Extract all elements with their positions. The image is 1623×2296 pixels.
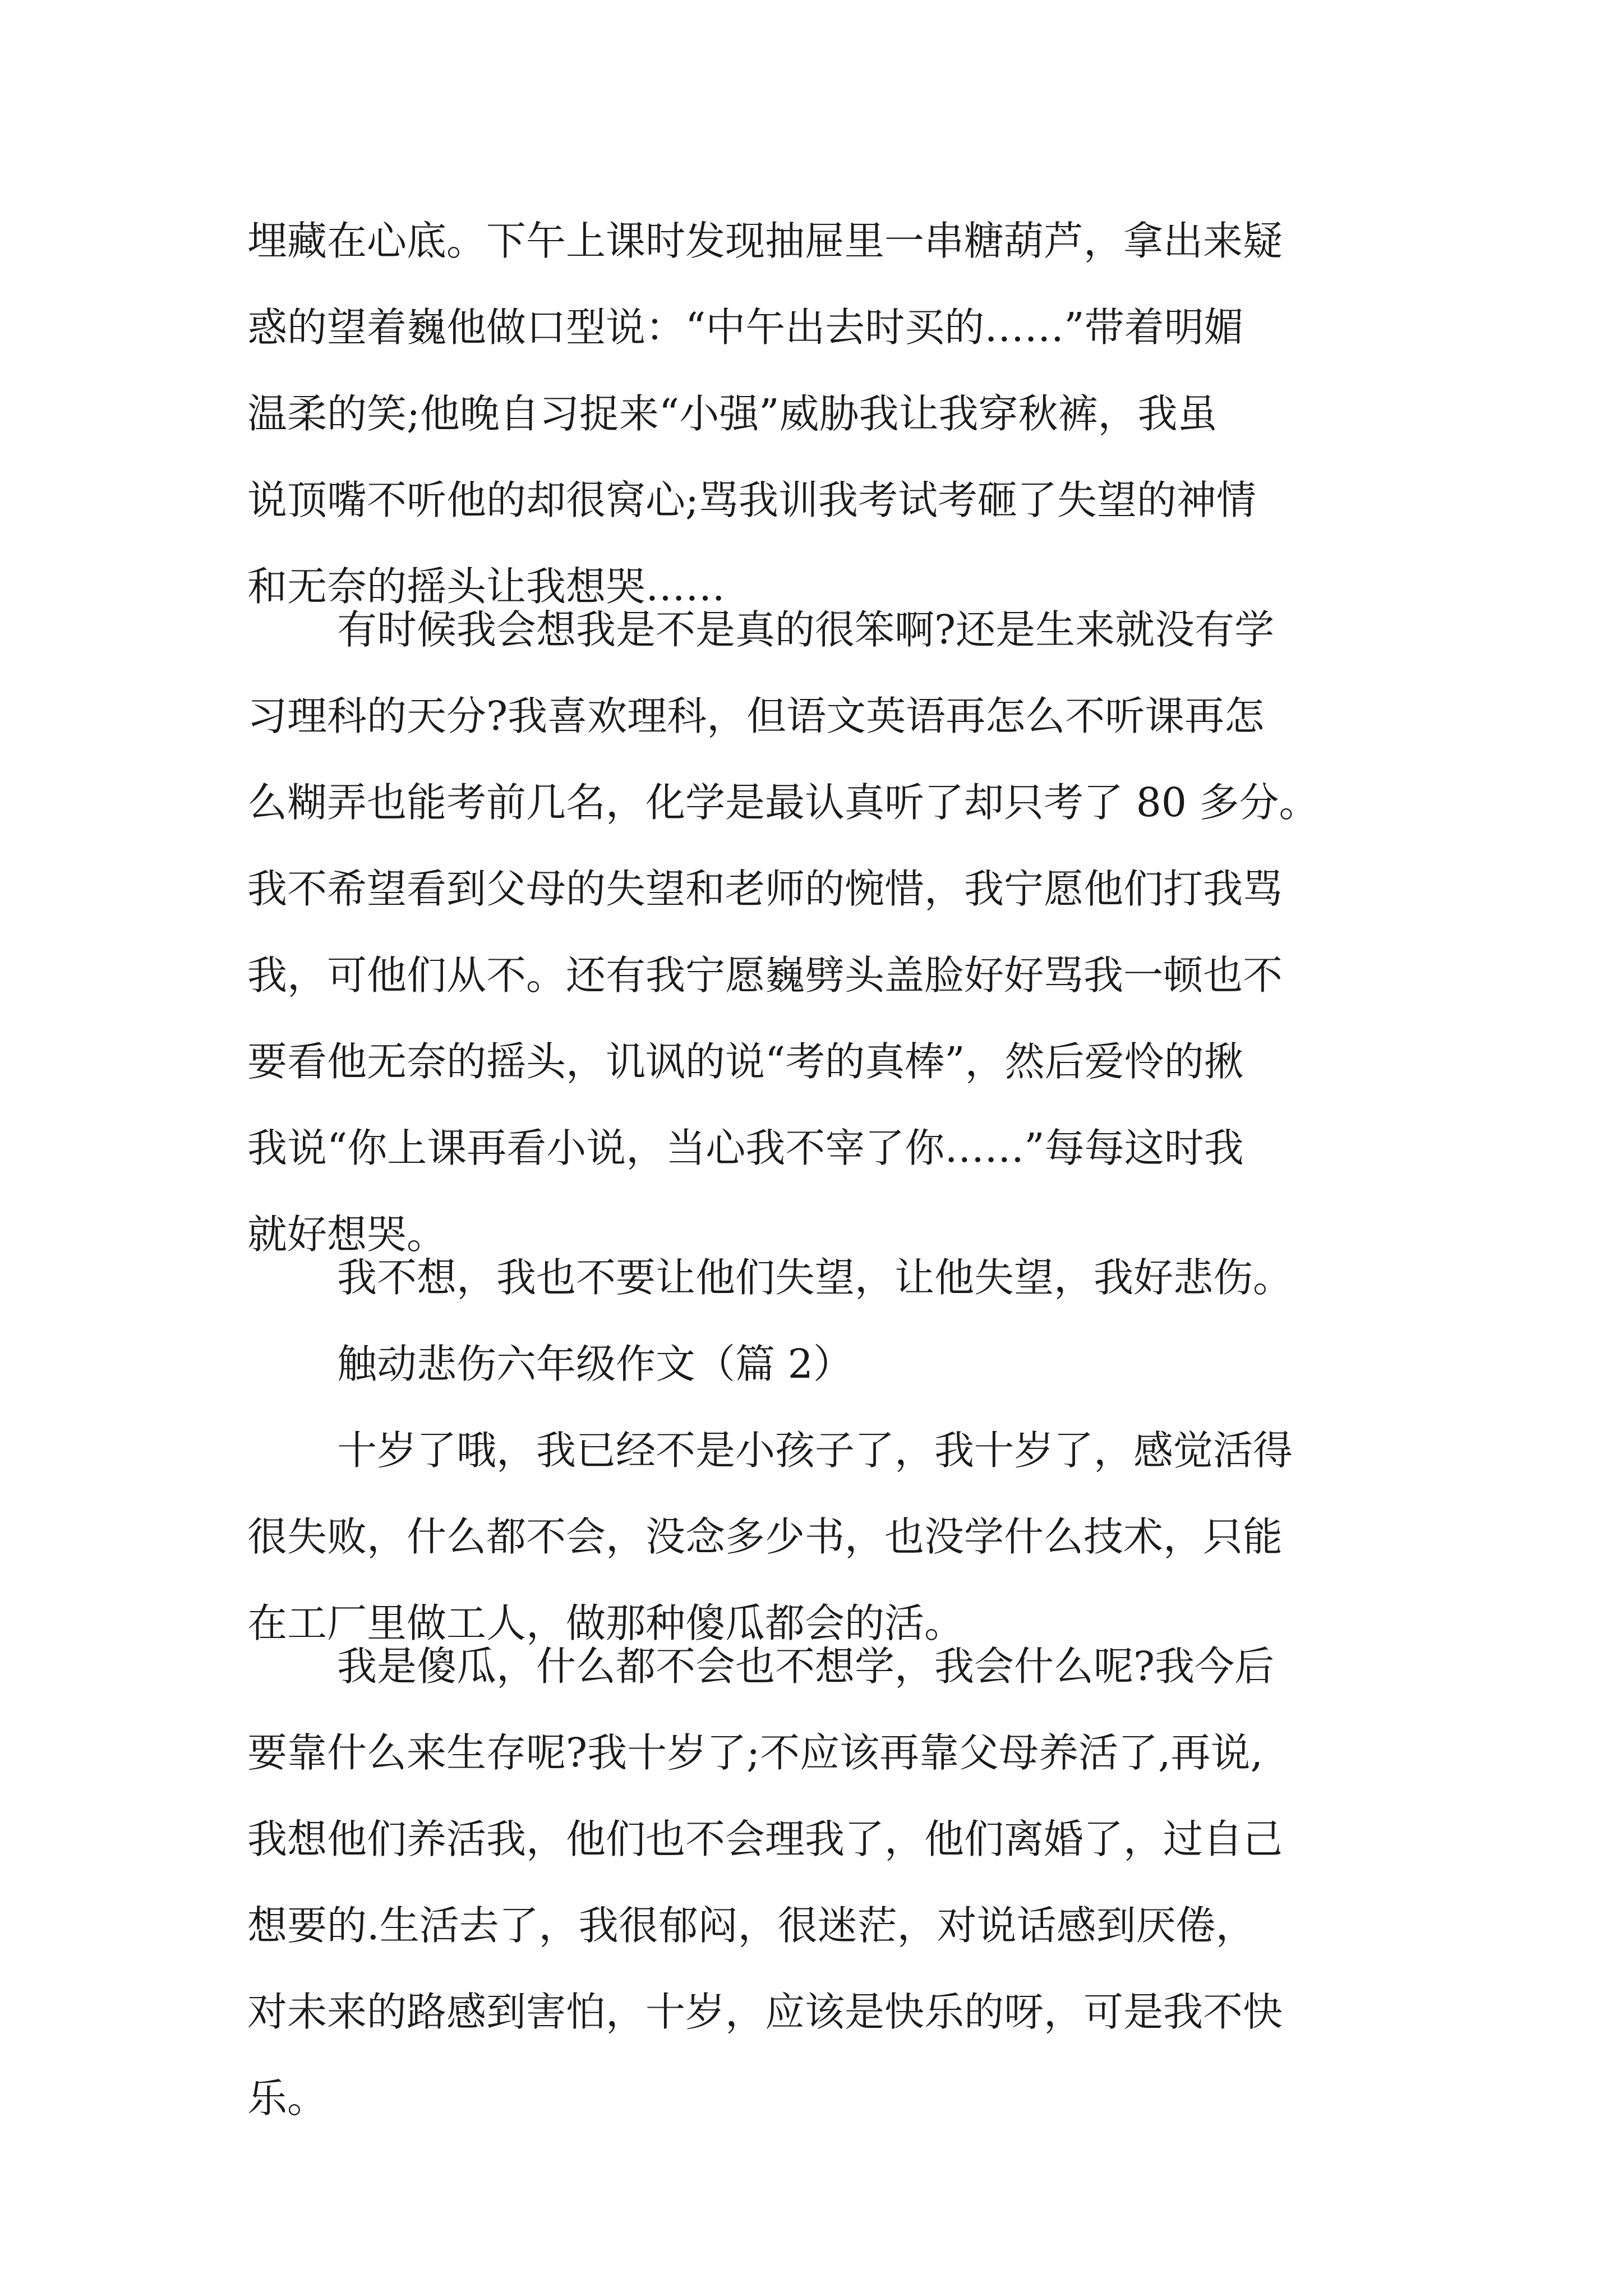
paragraph-line: 我，可他们从不。还有我宁愿巍劈头盖脸好好骂我一顿也不 <box>247 952 1283 999</box>
paragraph-line: 我是傻瓜，什么都不会也不想学，我会什么呢?我今后 <box>337 1643 1275 1690</box>
paragraph-line: 在工厂里做工人，做那种傻瓜都会的活。 <box>247 1600 965 1646</box>
paragraph-line: 说顶嘴不听他的却很窝心;骂我训我考试考砸了失望的神情 <box>247 477 1256 523</box>
paragraph-line: 想要的.生活去了，我很郁闷，很迷茫，对说话感到厌倦， <box>247 1902 1256 1949</box>
paragraph-line: 要靠什么来生存呢?我十岁了;不应该再靠父母养活了,再说, <box>247 1729 1264 1776</box>
paragraph-line: 么糊弄也能考前几名，化学是最认真听了却只考了 80 多分。 <box>247 779 1319 826</box>
paragraph-line: 我想他们养活我，他们也不会理我了，他们离婚了，过自己 <box>247 1816 1283 1862</box>
paragraph-line: 就好想哭。 <box>247 1211 447 1258</box>
paragraph-line: 惑的望着巍他做口型说：“中午出去时买的……”带着明媚 <box>247 304 1244 351</box>
paragraph-line: 十岁了哦，我已经不是小孩子了，我十岁了，感觉活得 <box>337 1427 1293 1474</box>
paragraph-line: 温柔的笑;他晚自习捉来“小强”威胁我让我穿秋裤，我虽 <box>247 390 1218 437</box>
paragraph-line: 我说“你上课再看小说，当心我不宰了你……”每每这时我 <box>247 1125 1244 1171</box>
paragraph-line: 和无奈的摇头让我想哭…… <box>247 563 726 610</box>
paragraph-line: 很失败，什么都不会，没念多少书，也没学什么技术，只能 <box>247 1513 1283 1560</box>
paragraph-line: 有时候我会想我是不是真的很笨啊?还是生来就没有学 <box>337 606 1275 653</box>
paragraph-line: 乐。 <box>247 2075 328 2122</box>
section-heading: 触动悲伤六年级作文（篇 2） <box>337 1341 853 1387</box>
paragraph-line: 对未来的路感到害怕，十岁，应该是快乐的呀，可是我不快 <box>247 1989 1283 2035</box>
paragraph-line: 埋藏在心底。下午上课时发现抽屉里一串糖葫芦，拿出来疑 <box>247 218 1283 264</box>
paragraph-line: 我不想，我也不要让他们失望，让他失望，我好悲伤。 <box>337 1254 1293 1301</box>
paragraph-line: 要看他无奈的摇头，讥讽的说“考的真棒”，然后爱怜的揪 <box>247 1038 1244 1085</box>
paragraph-line: 我不希望看到父母的失望和老师的惋惜，我宁愿他们打我骂 <box>247 866 1283 912</box>
paragraph-line: 习理科的天分?我喜欢理科，但语文英语再怎么不听课再怎 <box>247 693 1265 739</box>
